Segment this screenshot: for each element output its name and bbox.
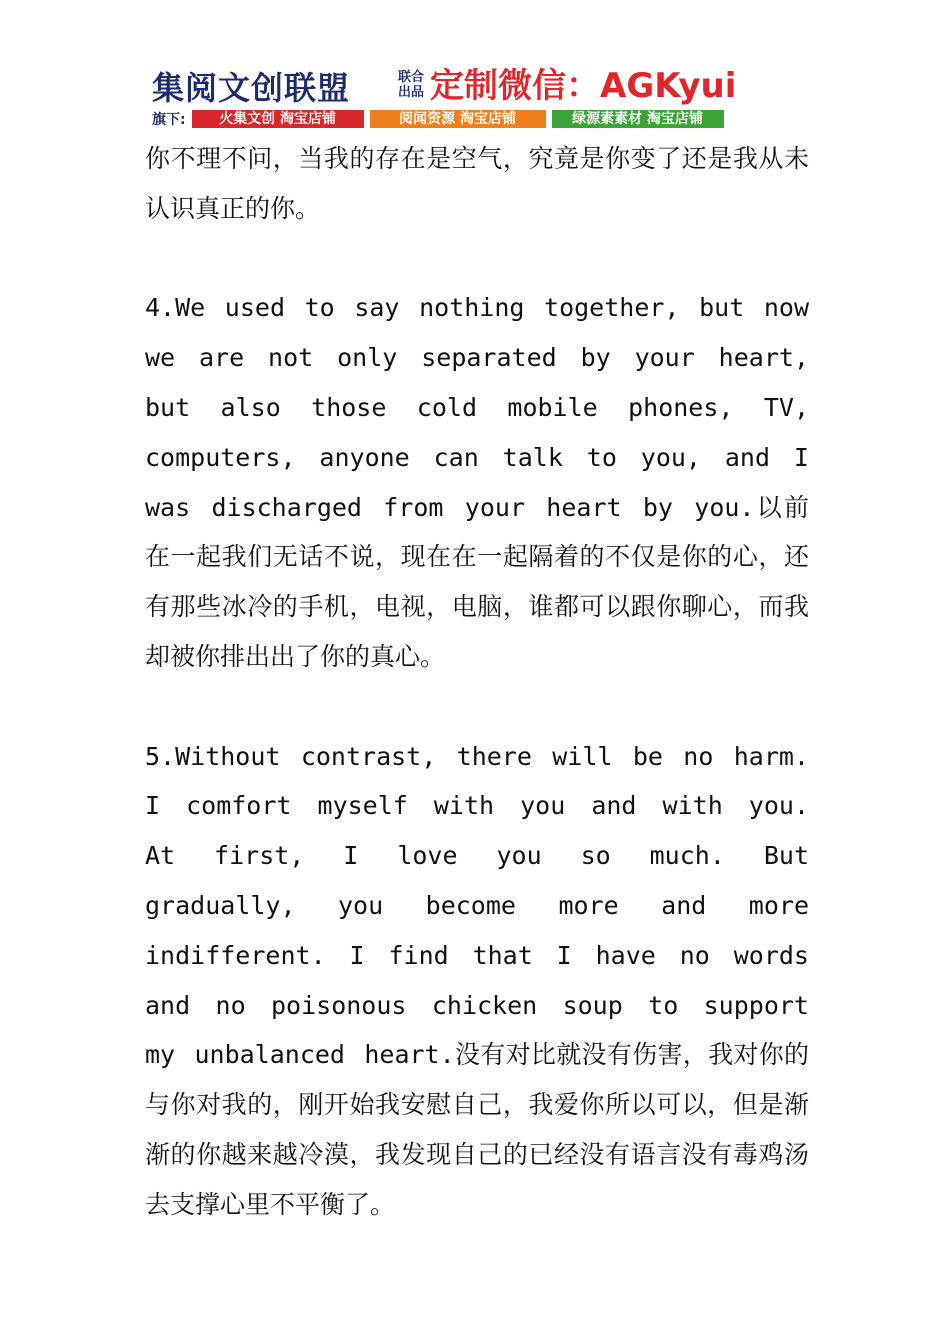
document-body <box>145 134 809 1230</box>
shop-tag-2: 阅闻资源 淘宝店铺 <box>370 110 546 128</box>
sub-brand-label: 旗下: <box>152 112 186 128</box>
joint-production-label: 联合出品 <box>398 70 425 100</box>
wechat-contact: 定制微信：AGKyui <box>430 66 737 106</box>
shop-tag-1: 火集文创 淘宝店铺 <box>192 110 364 128</box>
header-banner <box>148 66 768 128</box>
paragraph-1: 你不理不问，当我的存在是空气，究竟是你变了还是我从未认识真正的你。 <box>145 144 809 223</box>
shop-tag-3: 绿源素素材 淘宝店铺 <box>552 110 724 128</box>
paragraph-3: 5.Without contrast, there will be no harm. I comfort myself with you and with you. At first, I love you so much. But gradually, you become more and more indifferent. I find that I have no words and no poisonous chicken soup to support my unbalanced heart.没有对比就没有伤害，我对你的与你对我的，刚开始我安慰自己，我爱你所以可以，但是渐渐的你越来越冷漠，我发现自己的已经没有语言没有毒鸡汤去支撑心里不平衡了。 <box>145 741 809 1219</box>
brand-logo-text: 集阅文创联盟 <box>152 69 351 107</box>
sub-brand-row <box>152 110 724 128</box>
paragraph-2: 4.We used to say nothing together, but now we are not only separated by your heart, but also those cold mobile phones, TV, computers, anyone can talk to you, and I was discharged from your heart by you.以前在一起我们无话不说，现在在一起隔着的不仅是你的心，还有那些冰冷的手机，电视，电脑，谁都可以跟你聊心，而我却被你排出出了你的真心。 <box>145 293 809 671</box>
